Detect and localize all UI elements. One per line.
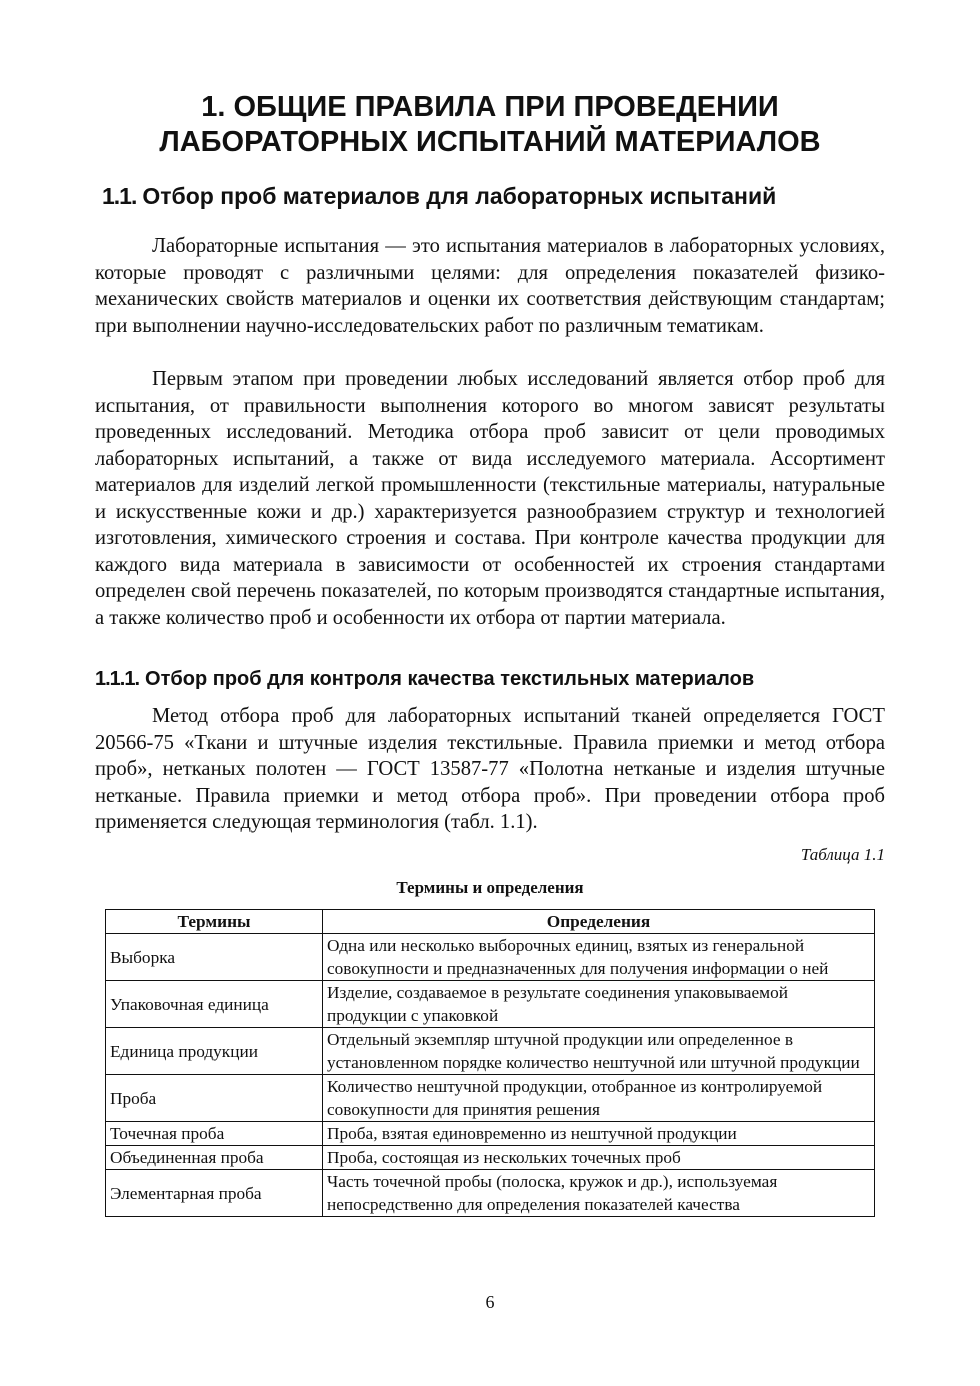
table-row (106, 1028, 875, 1075)
chapter-title-line-2: ЛАБОРАТОРНЫХ ИСПЫТАНИЙ МАТЕРИАЛОВ (159, 126, 821, 158)
chapter-title (95, 90, 885, 160)
table-row (106, 981, 875, 1028)
table-row (106, 1146, 875, 1170)
term-cell: Проба (106, 1075, 323, 1122)
definition-cell: Одна или несколько выборочных единиц, взятых из генеральной совокупности и предназначенных для получения информации о ней (323, 934, 875, 981)
definition-cell: Проба, взятая единовременно из нештучной продукции (323, 1122, 875, 1146)
table-title: Термины и определения (396, 878, 584, 897)
chapter-title-line-1: 1. ОБЩИЕ ПРАВИЛА ПРИ ПРОВЕДЕНИИ (201, 91, 779, 123)
table-row (106, 934, 875, 981)
table-header-row (106, 910, 875, 934)
subsection-number: 1.1.1. (95, 668, 140, 690)
table-row (106, 1170, 875, 1217)
section-title: Отбор проб материалов для лабораторных испытаний (142, 183, 777, 209)
paragraph-1: Лабораторные испытания — это испытания материалов в лабораторных условиях, которые проводят с различными целями: для определения показателей физико-механических свойств материалов и оценки их соответствия действующим стандартам; при выполнении научно-исследовательских работ по различным тематикам. (95, 235, 885, 337)
table-row (106, 1075, 875, 1122)
section-number: 1.1. (102, 183, 137, 209)
term-cell: Объединенная проба (106, 1146, 323, 1170)
terms-table (105, 909, 875, 1217)
term-cell: Выборка (106, 934, 323, 981)
definition-cell: Изделие, создаваемое в результате соединения упаковываемой продукции с упаковкой (323, 981, 875, 1028)
definition-cell: Количество нештучной продукции, отобранное из контролируемой совокупности для принятия решения (323, 1075, 875, 1122)
page-number: 6 (485, 1292, 495, 1312)
term-cell: Упаковочная единица (106, 981, 323, 1028)
paragraph-3: Метод отбора проб для лабораторных испытаний тканей определяется ГОСТ 20566-75 «Ткани и штучные изделия текстильные. Правила приемки и метод отбора проб», нетканых полотен — ГОСТ 13587-77 «Полотна нетканые и изделия штучные нетканые. Правила приемки и метод отбора проб». При проведении отбора проб применяется следующая терминология (табл. 1.1). (95, 705, 885, 833)
subsection-title: Отбор проб для контроля качества текстильных материалов (145, 668, 755, 690)
term-cell: Единица продукции (106, 1028, 323, 1075)
section-heading (102, 181, 892, 211)
term-cell: Элементарная проба (106, 1170, 323, 1217)
table-caption: Таблица 1.1 (800, 845, 885, 864)
header-definitions: Определения (323, 910, 875, 934)
header-terms: Термины (106, 910, 323, 934)
definition-cell: Проба, состоящая из нескольких точечных проб (323, 1146, 875, 1170)
subsection-heading (95, 665, 885, 693)
term-cell: Точечная проба (106, 1122, 323, 1146)
paragraph-2: Первым этапом при проведении любых исследований является отбор проб для испытания, от правильности выполнения которого во многом зависят результаты проведенных исследований. Методика отбора проб зависит от цели проводимых лабораторных испытаний, а также от вида исследуемого материала. Ассортимент материалов для изделий легкой промышленности (текстильные материалы, натуральные и искусственные кожи и др.) характеризуется разнообразием структур и технологией изготовления, химического строения и состава. При контроле качества продукции для каждого вида материала в зависимости от особенностей их строения стандартами определен свой перечень показателей, по которым производятся стандартные испытания, а также количество проб и особенности их отбора от партии материала. (95, 368, 885, 629)
table-row (106, 1122, 875, 1146)
definition-cell: Отдельный экземпляр штучной продукции или определенное в установленном порядке количество нештучной или штучной продукции (323, 1028, 875, 1075)
definition-cell: Часть точечной пробы (полоска, кружок и др.), используемая непосредственно для определения показателей качества (323, 1170, 875, 1217)
